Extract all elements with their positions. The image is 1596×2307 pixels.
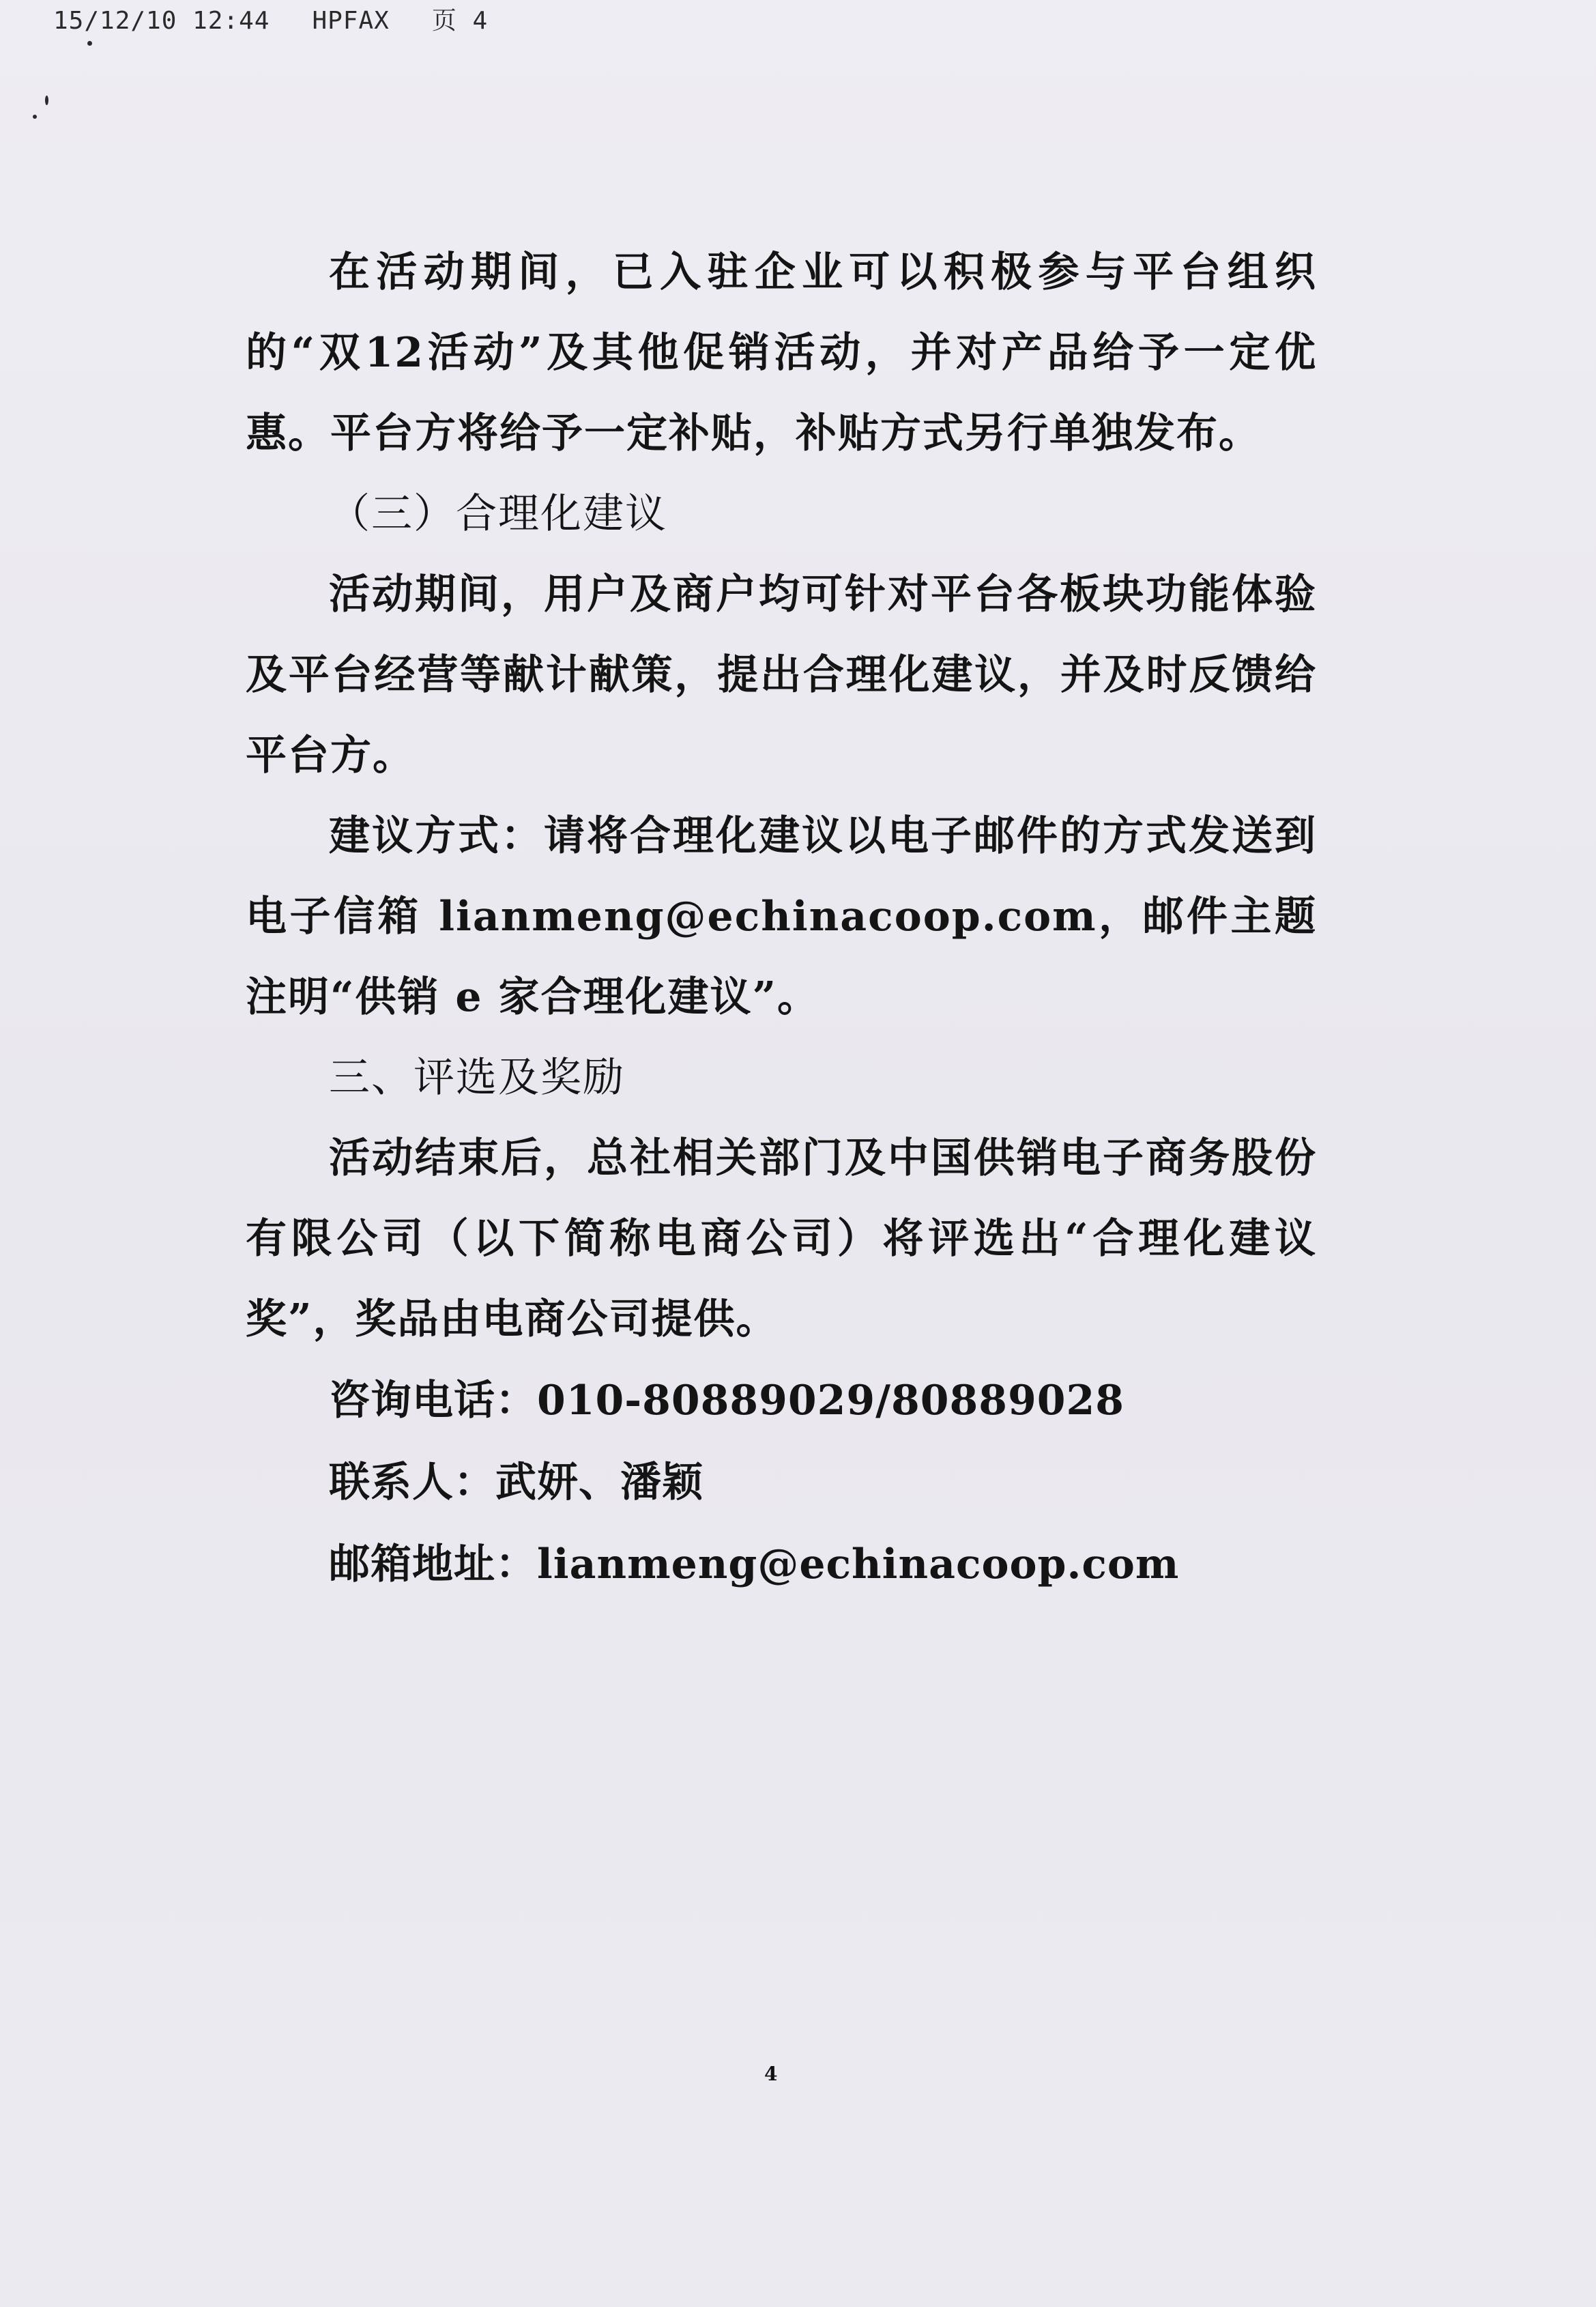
scan-speck: [33, 115, 37, 119]
fax-page-label: 页 4: [431, 7, 489, 35]
section-heading-awards: 三、评选及奖励: [329, 1054, 625, 1102]
paragraph-promotion: 在活动期间，已入驻企业可以积极参与平台组织的“双12活动”及其他促销活动，并对产品给予一定优惠。平台方将给予一定补贴，补贴方式另行单独发布。: [246, 248, 1317, 457]
scan-speck: [87, 41, 92, 46]
fax-sender: HPFAX: [312, 7, 390, 35]
document-body: [246, 232, 1317, 1605]
contact-email: 邮箱地址：lianmeng@echinacoop.com: [329, 1541, 1180, 1588]
paragraph-awards: 活动结束后，总社相关部门及中国供销电子商务股份有限公司（以下简称电商公司）将评选出“合理化建议奖”，奖品由电商公司提供。: [246, 1134, 1317, 1343]
fax-datetime: 15/12/10 12:44: [53, 7, 270, 35]
contact-phone: 咨询电话：010-80889029/80889028: [329, 1377, 1125, 1424]
subheading-suggestions: （三）合理化建议: [329, 490, 667, 538]
page-number: 4: [764, 2063, 778, 2085]
scan-speck: [45, 96, 48, 105]
contact-person: 联系人：武妍、潘颖: [329, 1459, 703, 1506]
paragraph-suggestion-method: 建议方式：请将合理化建议以电子邮件的方式发送到电子信箱 lianmeng@echinacoop.com，邮件主题注明“供销 e 家合理化建议”。: [246, 812, 1317, 1021]
fax-header: [53, 1, 530, 36]
paragraph-feedback: 活动期间，用户及商户均可针对平台各板块功能体验及平台经营等献计献策，提出合理化建议，并及时反馈给平台方。: [246, 571, 1317, 779]
